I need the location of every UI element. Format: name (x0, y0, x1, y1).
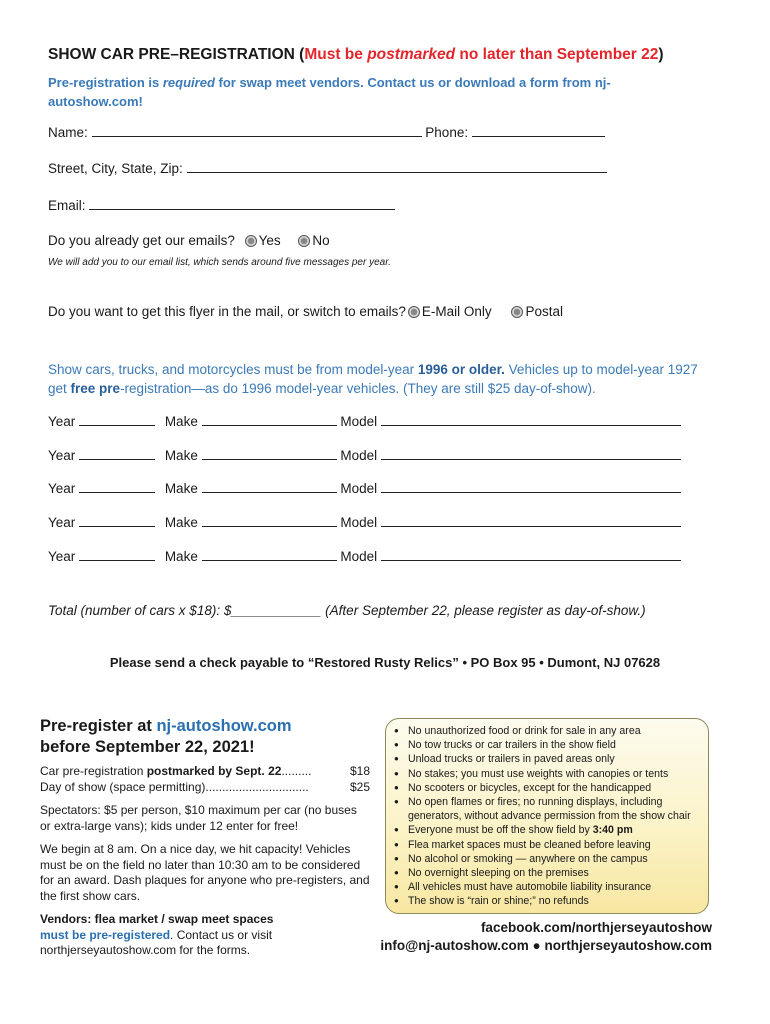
total-line: Total (number of cars x $18): $____________ (After September 22, please register as day-of-show.) (48, 603, 646, 618)
car-row (48, 480, 681, 496)
promo-heading (40, 716, 370, 758)
no-radio[interactable] (298, 235, 310, 247)
address-row (48, 160, 607, 176)
model-label: Model (340, 414, 378, 429)
make-field[interactable] (202, 548, 337, 561)
rule-item: ● All vehicles must have automobile liability insurance (394, 880, 708, 894)
model-label: Model (340, 549, 378, 564)
price-row-dayof (40, 780, 370, 796)
model-field[interactable] (381, 548, 681, 561)
name-field[interactable] (92, 124, 422, 137)
year-label: Year (48, 515, 76, 530)
rules-list (394, 724, 708, 909)
postal-label: Postal (525, 304, 563, 319)
email-only-radio[interactable] (408, 306, 420, 318)
address-label: Street, City, State, Zip: (48, 161, 183, 176)
make-label: Make (164, 448, 198, 463)
price-prereg-value: $18 (349, 764, 370, 778)
rule-item: ● No open flames or fires; no running displays, including generators, without advance permission from the show chair (394, 795, 708, 823)
name-phone-row (48, 124, 605, 140)
contact-info (380, 919, 712, 955)
car-row (48, 413, 681, 429)
price-dayof-value: $25 (349, 779, 370, 794)
car-row (48, 447, 681, 463)
title-red-italic: postmarked (367, 46, 456, 63)
website-link[interactable]: nj-autoshow.com (156, 717, 292, 735)
model-label: Model (340, 448, 378, 463)
vehicle-requirements (48, 360, 708, 398)
email-row (48, 197, 395, 213)
make-field[interactable] (202, 514, 337, 527)
vendors-blue: must be pre-registered (40, 927, 171, 942)
emails-question: Do you already get our emails? (48, 233, 235, 248)
flyer-question-row (48, 304, 563, 319)
postal-radio[interactable] (511, 306, 523, 318)
no-label: No (312, 233, 330, 248)
preregister-info (40, 716, 370, 959)
rule-item: ● No stakes; you must use weights with canopies or tents (394, 767, 708, 781)
email-label: Email: (48, 198, 86, 213)
schedule-info: We begin at 8 am. On a nice day, we hit capacity! Vehicles must be on the field no later than 10:30 am to be considered for an award. Dash plaques for anyone who pre-registers, and the first show cars. (40, 842, 370, 903)
rule-item: ● Everyone must be off the show field by 3:40 pm (394, 823, 708, 837)
model-field[interactable] (381, 480, 681, 493)
vendors-rest: . Contact us or visit northjerseyautoshow.com for the forms. (40, 927, 273, 957)
price-prereg-bold: postmarked by Sept. 22 (146, 764, 282, 778)
make-field[interactable] (202, 413, 337, 426)
rule-item: ● No tow trucks or car trailers in the show field (394, 738, 708, 752)
year-label: Year (48, 414, 76, 429)
rule-item: ● No unauthorized food or drink for sale in any area (394, 724, 708, 738)
price-prereg-label (40, 764, 311, 780)
intro-part-2: for swap meet vendors. Contact us or download a form from nj-autoshow.com! (48, 75, 611, 109)
model-field[interactable] (381, 413, 681, 426)
year-label: Year (48, 549, 76, 564)
rule-time: 3:40 pm (592, 824, 633, 837)
price-row-prereg (40, 764, 370, 780)
intro-italic: required (162, 75, 215, 90)
year-field[interactable] (79, 447, 155, 460)
rule-item: ● No overnight sleeping on the premises (394, 866, 708, 880)
vehicle-para-bold-2: free pre (70, 381, 121, 396)
year-label: Year (48, 448, 76, 463)
intro-text (48, 73, 658, 111)
phone-label: Phone: (425, 125, 469, 140)
vehicle-para-1: Show cars, trucks, and motorcycles must be from model-year (48, 362, 418, 377)
make-label: Make (164, 549, 198, 564)
make-label: Make (164, 481, 198, 496)
rule-item: ● Unload trucks or trailers in paved areas only (394, 752, 708, 766)
yes-label: Yes (258, 233, 281, 248)
flyer-question: Do you want to get this flyer in the mail, or switch to emails? (48, 304, 406, 319)
address-field[interactable] (187, 160, 607, 173)
model-field[interactable] (381, 447, 681, 460)
year-field[interactable] (79, 548, 155, 561)
title-red-2: no later than September 22 (455, 46, 659, 63)
facebook-link[interactable]: facebook.com/northjerseyautoshow (480, 920, 712, 935)
email-field[interactable] (89, 197, 395, 210)
vendors-title: Vendors: flea market / swap meet spaces (40, 912, 274, 926)
email-website-links[interactable]: info@nj-autoshow.com ● northjerseyautoshow.com (380, 938, 712, 953)
vehicle-para-3: -registration—as do 1996 model-year vehicles. (They are still $25 day-of-show). (120, 381, 596, 396)
rules-box (385, 718, 709, 914)
car-row (48, 514, 681, 530)
email-note: We will add you to our email list, which sends around five messages per year. (48, 257, 391, 268)
vendors-info (40, 912, 370, 959)
make-label: Make (164, 515, 198, 530)
price-prereg-text: Car pre-registration (40, 764, 147, 778)
model-label: Model (340, 481, 378, 496)
title-deadline (304, 46, 658, 63)
payment-instructions: Please send a check payable to “Restored Rusty Relics” • PO Box 95 • Dumont, NJ 07628 (109, 655, 661, 670)
phone-field[interactable] (472, 124, 605, 137)
price-prereg-dots: ......... (281, 764, 312, 778)
promo-heading-1: Pre-register at (40, 717, 157, 735)
model-field[interactable] (381, 514, 681, 527)
intro-part-1: Pre-registration is (48, 75, 163, 90)
rule-item: ● The show is “rain or shine;” no refunds (394, 894, 708, 908)
price-dayof-label: Day of show (space permitting)............................... (40, 779, 309, 794)
name-label: Name: (48, 125, 88, 140)
rule-item: ● No scooters or bicycles, except for the handicapped (394, 781, 708, 795)
vehicle-para-2: Vehicles up to model-year 1927 get (48, 362, 698, 396)
model-label: Model (340, 515, 378, 530)
form-title (48, 46, 664, 64)
yes-radio[interactable] (245, 235, 257, 247)
title-prefix: SHOW CAR PRE–REGISTRATION ( (48, 46, 305, 63)
make-field[interactable] (202, 447, 337, 460)
price-list (40, 764, 370, 795)
vehicle-para-bold-1: 1996 or older. (417, 362, 505, 377)
year-field[interactable] (79, 413, 155, 426)
title-suffix: ) (658, 46, 664, 63)
year-label: Year (48, 481, 76, 496)
year-field[interactable] (79, 480, 155, 493)
car-row (48, 548, 681, 564)
emails-question-row (48, 233, 330, 248)
rule-item: ● No alcohol or smoking — anywhere on the campus (394, 852, 708, 866)
year-field[interactable] (79, 514, 155, 527)
title-red-1: Must be (304, 46, 368, 63)
email-only-label: E-Mail Only (421, 304, 492, 319)
promo-heading-2: before September 22, 2021! (40, 738, 255, 756)
make-field[interactable] (202, 480, 337, 493)
make-label: Make (164, 414, 198, 429)
rule-item: ● Flea market spaces must be cleaned before leaving (394, 838, 708, 852)
spectators-info: Spectators: $5 per person, $10 maximum per car (no buses or extra-large vans); kids under 12 enter for free! (40, 803, 357, 833)
